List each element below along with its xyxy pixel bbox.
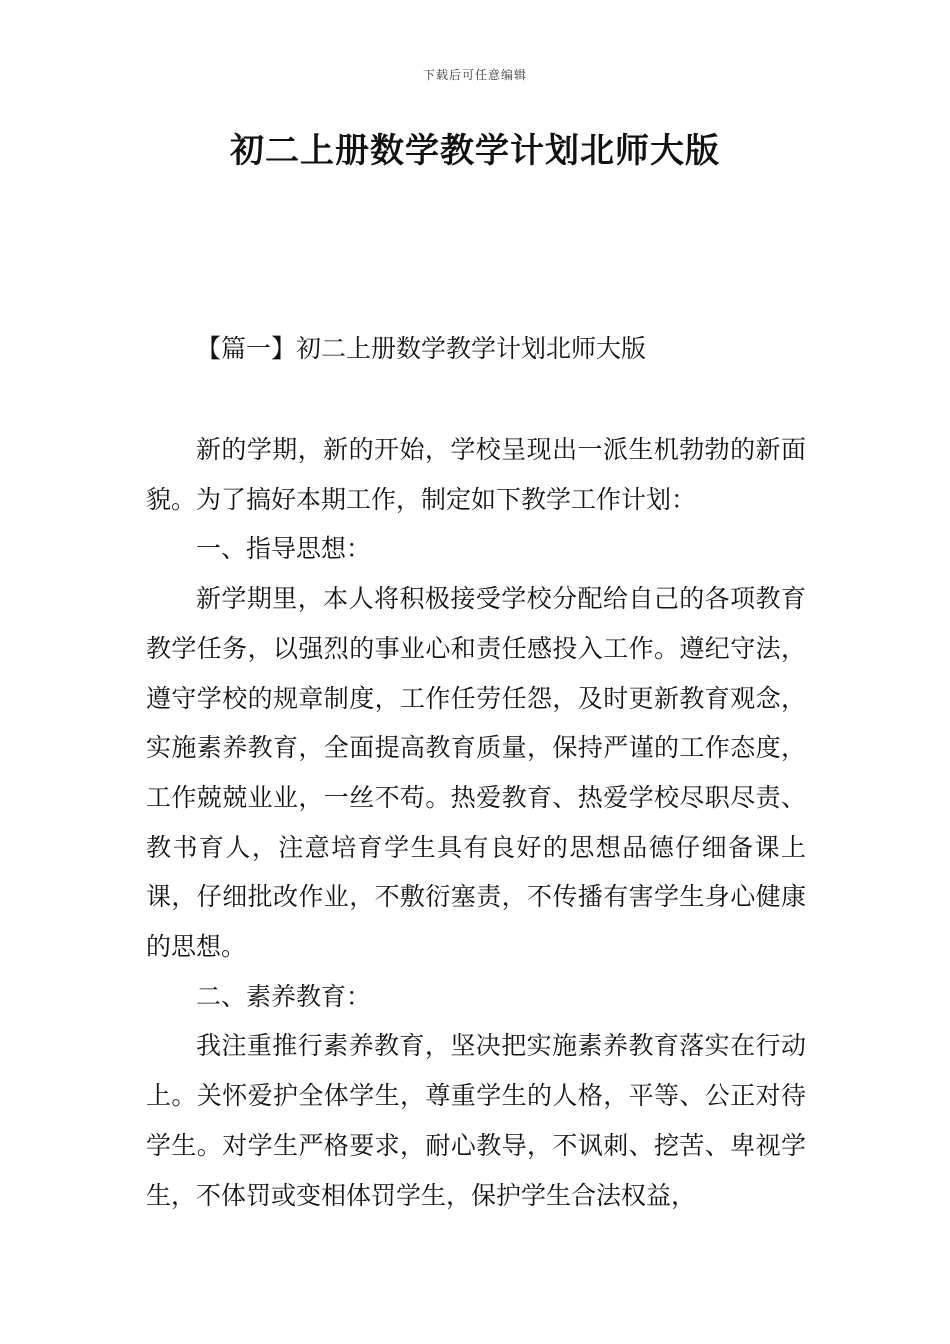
section2-title: 二、素养教育： [196,981,372,1011]
header-note: 下载后可任意编辑 [422,68,527,82]
document-title: 初二上册数学教学计划北师大版 [230,131,720,171]
intro-paragraph: 新的学期，新的开始，学校呈现出一派生机勃勃的新面貌。为了搞好本期工作，制定如下教学工作计划： [146,435,806,514]
section-heading: 【篇一】初二上册数学教学计划北师大版 [196,334,647,363]
document-body [146,425,806,1220]
section2-paragraph: 我注重推行素养教育，坚决把实施素养教育落实在行动上。关怀爱护全体学生，尊重学生的人格，平等、公正对待学生。对学生严格要求，耐心教导，不讽刺、挖苦、卑视学生，不体罚或变相体罚学生，保护学生合法权益， [146,1031,806,1210]
section1-title: 一、指导思想： [196,534,372,564]
section1-paragraph: 新学期里，本人将积极接受学校分配给自己的各项教育教学任务，以强烈的事业心和责任感投入工作。遵纪守法，遵守学校的规章制度，工作任劳任怨，及时更新教育观念，实施素养教育，全面提高教育质量，保持严谨的工作态度，工作兢兢业业，一丝不苟。热爱教育、热爱学校尽职尽责、教书育人，注意培育学生具有良好的思想品德仔细备课上课，仔细批改作业，不敷衍塞责，不传播有害学生身心健康的思想。 [146,584,806,962]
